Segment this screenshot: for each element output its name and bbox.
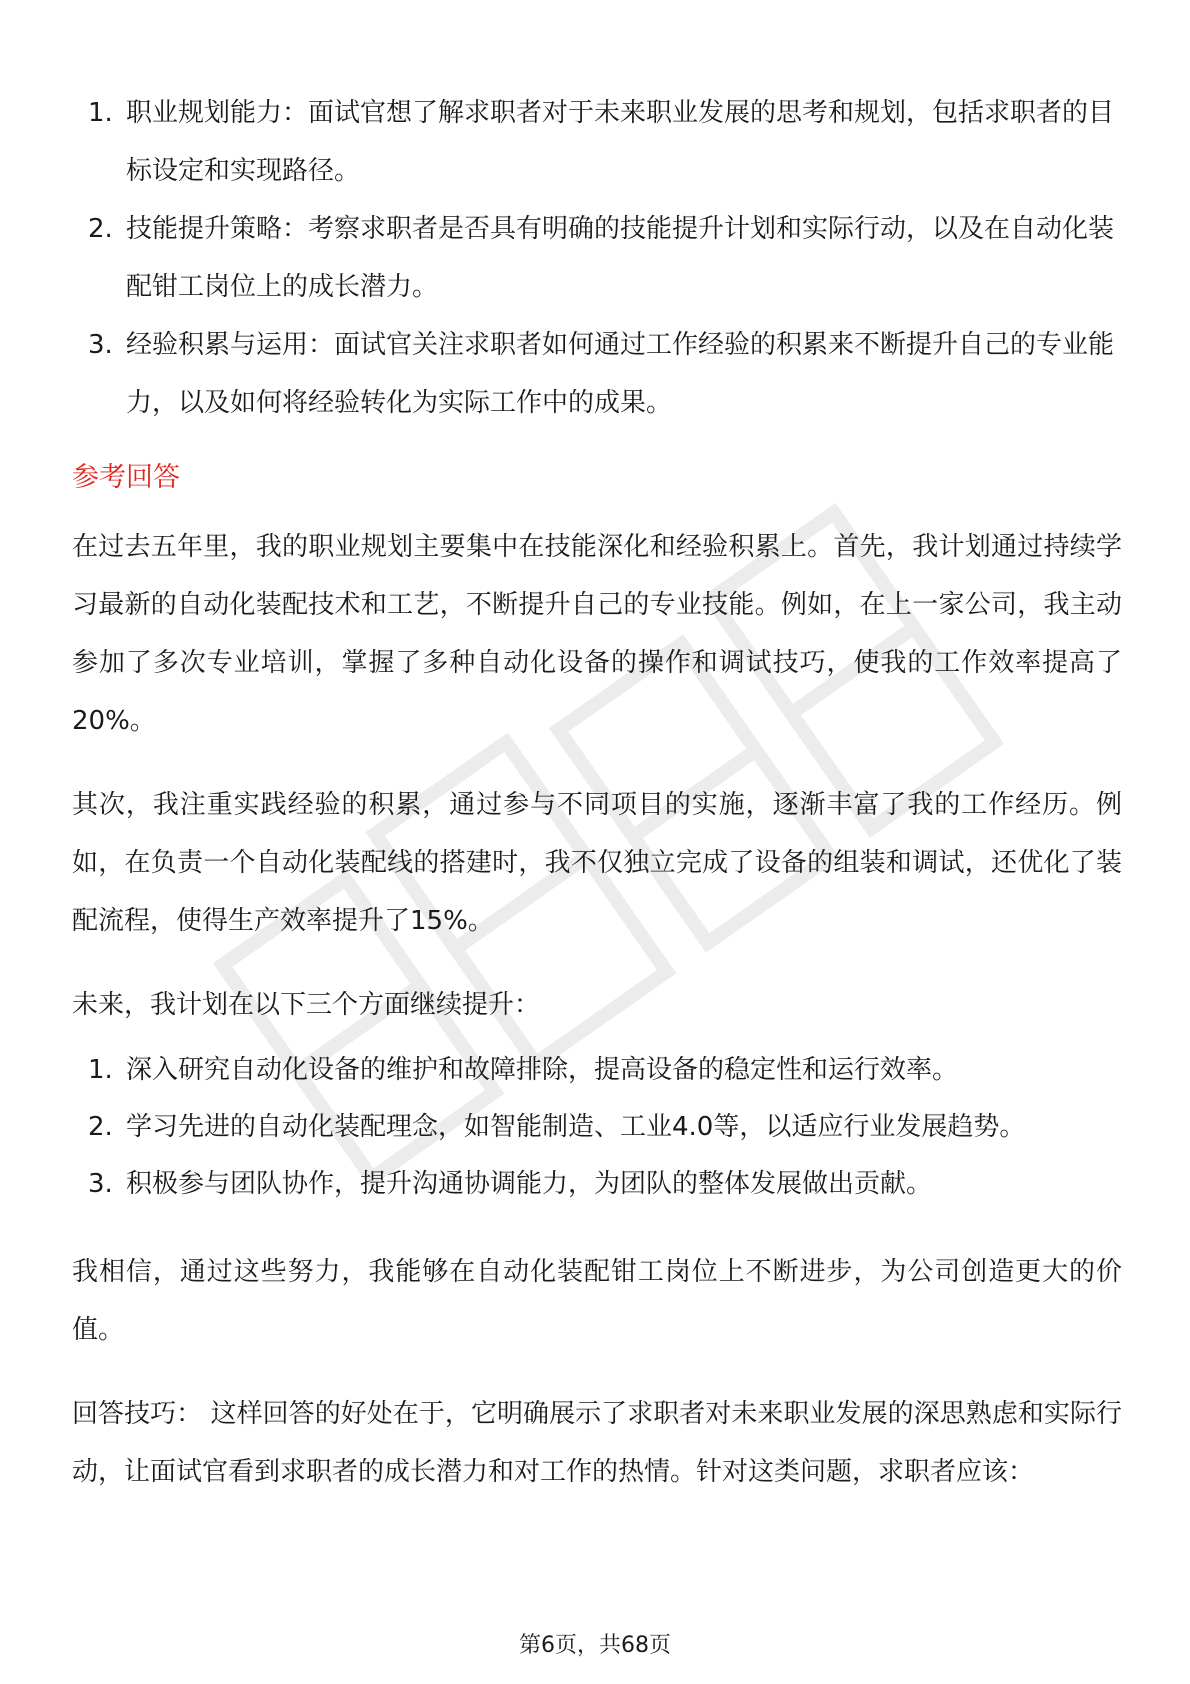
section-heading: 参考回答 <box>72 462 180 493</box>
page-number: 第6页，共68页 <box>519 1633 671 1658</box>
list-item <box>72 84 1122 200</box>
closing-paragraph: 我相信，通过这些努力，我能够在自动化装配钳工岗位上不断进步，为公司创造更大的价值。 <box>72 1257 1122 1345</box>
answer-paragraph-2: 其次，我注重实践经验的积累，通过参与不同项目的实施，逐渐丰富了我的工作经历。例如，在负责一个自动化装配线的搭建时，我不仅独立完成了设备的组装和调试，还优化了装配流程，使得生产效率提升了15%。 <box>72 790 1122 936</box>
list-number: 3. <box>88 330 113 360</box>
list-item <box>72 1099 1122 1156</box>
list-text: 技能提升策略：考察求职者是否具有明确的技能提升计划和实际行动，以及在自动化装配钳工岗位上的成长潜力。 <box>126 214 1115 302</box>
list-text: 深入研究自动化设备的维护和故障排除，提高设备的稳定性和运行效率。 <box>126 1055 959 1085</box>
main-content <box>72 84 1122 1527</box>
list-text: 经验积累与运用：面试官关注求职者如何通过工作经验的积累来不断提升自己的专业能力，以及如何将经验转化为实际工作中的成果。 <box>126 330 1115 418</box>
list-number: 1. <box>88 98 113 128</box>
list-text: 学习先进的自动化装配理念，如智能制造、工业4.0等，以适应行业发展趋势。 <box>126 1112 1026 1142</box>
tips-paragraph: 回答技巧： 这样回答的好处在于，它明确展示了求职者对未来职业发展的深思熟虑和实际行动，让面试官看到求职者的成长潜力和对工作的热情。针对这类问题，求职者应该： <box>72 1399 1122 1487</box>
list-text: 积极参与团队协作，提升沟通协调能力，为团队的整体发展做出贡献。 <box>126 1169 933 1199</box>
list-item <box>72 1156 1122 1213</box>
list-number: 3. <box>88 1169 113 1199</box>
list-number: 2. <box>88 214 113 244</box>
list-item <box>72 200 1122 316</box>
list-text: 职业规划能力：面试官想了解求职者对于未来职业发展的思考和规划，包括求职者的目标设定和实现路径。 <box>126 98 1115 186</box>
answer-paragraph-1: 在过去五年里，我的职业规划主要集中在技能深化和经验积累上。首先，我计划通过持续学习最新的自动化装配技术和工艺，不断提升自己的专业技能。例如，在上一家公司，我主动参加了多次专业培训，掌握了多种自动化设备的操作和调试技巧，使我的工作效率提高了20%。 <box>72 532 1122 736</box>
list-item <box>72 1042 1122 1099</box>
list-number: 1. <box>88 1055 113 1085</box>
list-number: 2. <box>88 1112 113 1142</box>
intro-list <box>72 84 1122 432</box>
answer-paragraph-3: 未来，我计划在以下三个方面继续提升： <box>72 990 541 1020</box>
plan-list <box>72 1042 1122 1213</box>
list-item <box>72 316 1122 432</box>
